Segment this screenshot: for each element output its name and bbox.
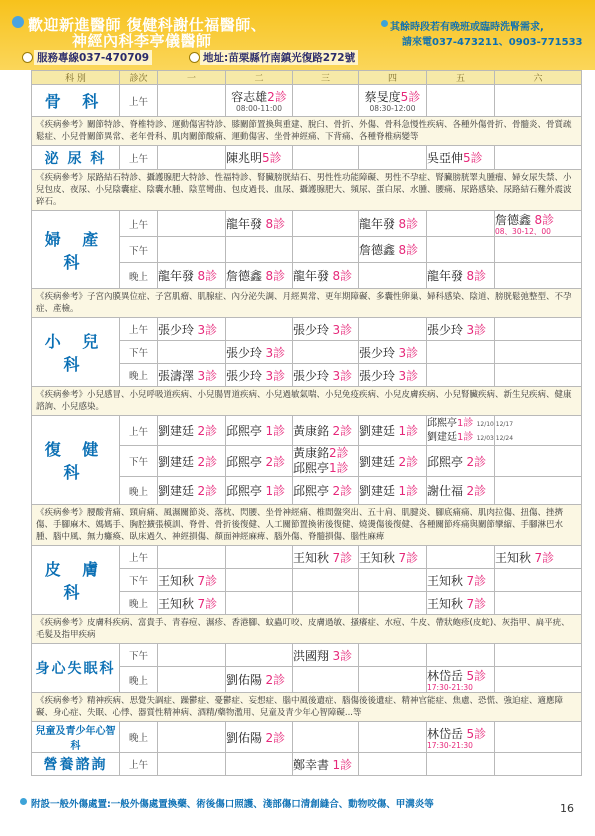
table-header bbox=[32, 71, 582, 85]
dept-ortho: 骨 科 bbox=[32, 85, 120, 117]
schedule-cell: 劉佑陽 2診 bbox=[226, 667, 293, 693]
schedule-cell: 王知秋 7診 bbox=[158, 569, 226, 592]
session-label: 上午 bbox=[120, 318, 158, 341]
schedule-cell: 詹德鑫 8診 bbox=[226, 263, 293, 289]
dept-uro: 泌 尿 科 bbox=[32, 146, 120, 170]
schedule-cell: 張少玲 3診 bbox=[293, 364, 359, 387]
col-fri: 五 bbox=[427, 71, 495, 85]
session-label: 下午 bbox=[120, 237, 158, 263]
schedule-cell: 邱熙亭1診 12/10 12/17 劉建廷1診 12/03 12/24 bbox=[427, 416, 495, 446]
schedule-cell: 龍年發 8診 bbox=[359, 211, 427, 237]
schedule-cell: 邱熙亭 1診 bbox=[226, 416, 293, 446]
col-tue: 二 bbox=[226, 71, 293, 85]
session-label: 晚上 bbox=[120, 667, 158, 693]
schedule-cell: 龍年發 8診 bbox=[427, 263, 495, 289]
col-wed: 三 bbox=[293, 71, 359, 85]
schedule-cell: 王知秋 7診 bbox=[158, 592, 226, 615]
schedule-cell: 謝仕福 2診 bbox=[427, 477, 495, 505]
schedule-cell: 鄭幸書 1診 bbox=[293, 753, 359, 776]
schedule-cell: 陳兆明5診 bbox=[226, 146, 293, 170]
session-label: 下午 bbox=[120, 341, 158, 364]
footer-note: 附設一般外傷處置:一般外傷處置換藥、術後傷口照護、淺部傷口清創縫合、動物咬傷、甲溝炎等 bbox=[31, 799, 434, 810]
schedule-cell: 龍年發 8診 bbox=[226, 211, 293, 237]
schedule-cell: 劉建廷 2診 bbox=[158, 477, 226, 505]
col-session: 診次 bbox=[120, 71, 158, 85]
dept-obgyn: 婦 產 科 bbox=[32, 211, 120, 289]
session-label: 晚上 bbox=[120, 364, 158, 387]
session-label: 上午 bbox=[120, 753, 158, 776]
disease-reference: 《疾病參考》小兒感冒、小兒呼吸道疾病、小兒腸胃道疾病、小兒過敏氣喘、小兒免疫疾病、小兒皮膚疾病、小兒腎臟疾病、新生兒疾病、健康諮詢、小兒感染。 bbox=[32, 387, 582, 416]
schedule-cell: 王知秋 7診 bbox=[427, 569, 495, 592]
schedule-cell: 邱熙亭 2診 bbox=[293, 477, 359, 505]
schedule-cell: 張濤澤 3診 bbox=[158, 364, 226, 387]
schedule-cell: 黃康銘 2診 bbox=[293, 416, 359, 446]
col-dept: 科 別 bbox=[32, 71, 120, 85]
session-label: 晚上 bbox=[120, 592, 158, 615]
schedule-cell: 張少玲 3診 bbox=[359, 341, 427, 364]
schedule-cell: 劉建廷 1診 bbox=[359, 416, 427, 446]
disease-reference: 《疾病參考》尿路結石特診、攝護腺肥大特診、性福特診、腎臟膀胱結石、男性性功能障礙、男性不孕症、腎臟膀胱睪丸腫瘤、婦女尿失禁、小兒包皮、夜尿、小兒陰囊症、陰囊水腫、陰莖彎曲、包皮過長、血尿、攝護腺肥大、頻尿、蛋白尿、水腫、腰痛、尿路感染、尿路結石難外震波碎石。 bbox=[32, 170, 582, 211]
table-row bbox=[32, 644, 582, 667]
schedule-cell: 林岱岳 5診 17:30-21:30 bbox=[427, 722, 495, 753]
disease-reference: 《疾病參考》關節特診、脊椎特診、運動傷害特診、膝關節置換與重建、脫臼、骨折、外傷、骨科急慢性疾病、各種外傷骨折、骨髓炎、骨質疏鬆症、小兒骨關節異常、老年骨科、肌肉關節酸痛、運動傷害、坐骨神經痛、下背痛、各種脊椎病變等 bbox=[32, 117, 582, 146]
notice-line-1: 其餘時段若有晚班或臨時洗腎需求, bbox=[390, 22, 544, 33]
dept-rehab: 復 健 科 bbox=[32, 416, 120, 505]
hotline: 服務專線037-470709 bbox=[34, 50, 152, 65]
schedule-cell: 張少玲 3診 bbox=[158, 318, 226, 341]
dept-psych: 身心失眠科 bbox=[32, 644, 120, 693]
session-label: 晚上 bbox=[120, 477, 158, 505]
disease-reference: 《疾病參考》精神疾病、思覺失調症、躁鬱症、憂鬱症、妄想症、腦中風後遺症、腦傷後後遺症、精神官能症、焦慮、恐慌、強迫症、適應障礙、身心症、失眠、心悸、器質性精神病、酒精/藥物濫用、兒童及青少年心智障礙...等 bbox=[32, 693, 582, 722]
welcome-title-2: 神經內科李亭儀醫師 bbox=[72, 32, 212, 50]
schedule-cell: 洪國翔 3診 bbox=[293, 644, 359, 667]
col-mon: 一 bbox=[158, 71, 226, 85]
session-label: 下午 bbox=[120, 644, 158, 667]
dept-derm: 皮 膚 科 bbox=[32, 546, 120, 615]
schedule-cell: 邱熙亭 2診 bbox=[427, 446, 495, 477]
dept-peds: 小 兒 科 bbox=[32, 318, 120, 387]
col-sat: 六 bbox=[495, 71, 582, 85]
schedule-cell: 邱熙亭 1診 bbox=[226, 477, 293, 505]
schedule-cell: 詹德鑫 8診 08、30-12、00 bbox=[495, 211, 582, 237]
table-row bbox=[32, 146, 582, 170]
schedule-cell: 張少玲 3診 bbox=[226, 364, 293, 387]
bullet-icon bbox=[189, 52, 200, 63]
schedule-cell: 劉建廷 2診 bbox=[158, 446, 226, 477]
schedule-cell: 吳亞伸5診 bbox=[427, 146, 495, 170]
schedule-cell: 王知秋 7診 bbox=[495, 546, 582, 569]
dept-child-psych: 兒童及青少年心智科 bbox=[32, 722, 120, 753]
disease-reference: 《疾病參考》腰酸背痛、頸肩痛、風濕關節炎、落枕、閃腰、坐骨神經痛、椎間盤突出、五十肩、肌腱炎、腳底痛痛、肌肉拉傷、扭傷、挫擠傷、手腳麻木、媽媽手、胸腔擴張模訓、脊骨、骨折後復健、人工關節置換術後復健、燒燙傷後復健、各種關節疼痛與關節攣縮、手腳淋巴水腫、腦中風、無力癱瘓、臥床過久、神經損傷、顏面神經麻痺、腦外傷、脊髓損傷、腦性麻痺 bbox=[32, 505, 582, 546]
schedule-cell: 劉建廷 1診 bbox=[359, 477, 427, 505]
table-row bbox=[32, 211, 582, 237]
schedule-cell: 龍年發 8診 bbox=[158, 263, 226, 289]
schedule-cell: 王知秋 7診 bbox=[359, 546, 427, 569]
dept-nutrition: 營養諮詢 bbox=[32, 753, 120, 776]
table-row bbox=[32, 546, 582, 569]
schedule-cell: 張少玲 3診 bbox=[293, 318, 359, 341]
schedule-cell: 龍年發 8診 bbox=[293, 263, 359, 289]
table-row bbox=[32, 753, 582, 776]
schedule-cell: 詹德鑫 8診 bbox=[359, 237, 427, 263]
session-label: 上午 bbox=[120, 211, 158, 237]
notice-line-2: 請來電037-473211、0903-771533 bbox=[402, 37, 583, 48]
bullet-icon bbox=[12, 16, 24, 28]
table-row bbox=[32, 416, 582, 446]
schedule-cell: 劉建廷 2診 bbox=[158, 416, 226, 446]
bullet-icon bbox=[381, 20, 388, 27]
session-label: 上午 bbox=[120, 146, 158, 170]
clinic-schedule-table bbox=[31, 70, 582, 776]
header-banner bbox=[0, 0, 595, 70]
session-label: 下午 bbox=[120, 446, 158, 477]
schedule-cell: 劉建廷 2診 bbox=[359, 446, 427, 477]
schedule-cell: 邱熙亭 2診 bbox=[226, 446, 293, 477]
disease-reference: 《疾病參考》皮膚科疾病、富貴手、青春痘、濕疹、香港腳、蚊蟲叮咬、皮膚過敏、搔癢症、水痘、牛皮、帶狀皰疹(皮蛇)、灰指甲、扁平疣、毛髮及指甲疾病 bbox=[32, 615, 582, 644]
session-label: 上午 bbox=[120, 85, 158, 117]
schedule-cell: 蔡旻度5診 08:30-12:00 bbox=[359, 85, 427, 117]
schedule-cell: 張少玲 3診 bbox=[427, 318, 495, 341]
schedule-cell: 容志雄2診 08:00-11:00 bbox=[226, 85, 293, 117]
table-row bbox=[32, 722, 582, 753]
disease-reference: 《疾病參考》子宮內膜異位症、子宮肌瘤、肌腺症、內分泌失調、月經異常、更年期障礙、多囊性卵巢、婦科感染、陰道、膀胱鬆弛整型、不孕症、產檢。 bbox=[32, 289, 582, 318]
session-label: 上午 bbox=[120, 416, 158, 446]
schedule-cell: 王知秋 7診 bbox=[427, 592, 495, 615]
schedule-cell: 張少玲 3診 bbox=[359, 364, 427, 387]
address: 地址:苗栗縣竹南鎮光復路272號 bbox=[200, 50, 358, 65]
bullet-icon bbox=[22, 52, 33, 63]
session-label: 上午 bbox=[120, 546, 158, 569]
schedule-cell: 黃康銘2診 邱熙亭1診 bbox=[293, 446, 359, 477]
page-number: 16 bbox=[560, 802, 574, 815]
table-row bbox=[32, 85, 582, 117]
schedule-cell: 林岱岳 5診 17:30-21:30 bbox=[427, 667, 495, 693]
session-label: 晚上 bbox=[120, 722, 158, 753]
bullet-icon bbox=[20, 798, 27, 805]
session-label: 晚上 bbox=[120, 263, 158, 289]
table-row bbox=[32, 318, 582, 341]
schedule-cell: 王知秋 7診 bbox=[293, 546, 359, 569]
welcome-title: 歡迎新進醫師 復健科謝仕福醫師、 bbox=[28, 16, 267, 34]
schedule-cell: 劉佑陽 2診 bbox=[226, 722, 293, 753]
session-label: 下午 bbox=[120, 569, 158, 592]
col-thu: 四 bbox=[359, 71, 427, 85]
schedule-cell: 張少玲 3診 bbox=[226, 341, 293, 364]
